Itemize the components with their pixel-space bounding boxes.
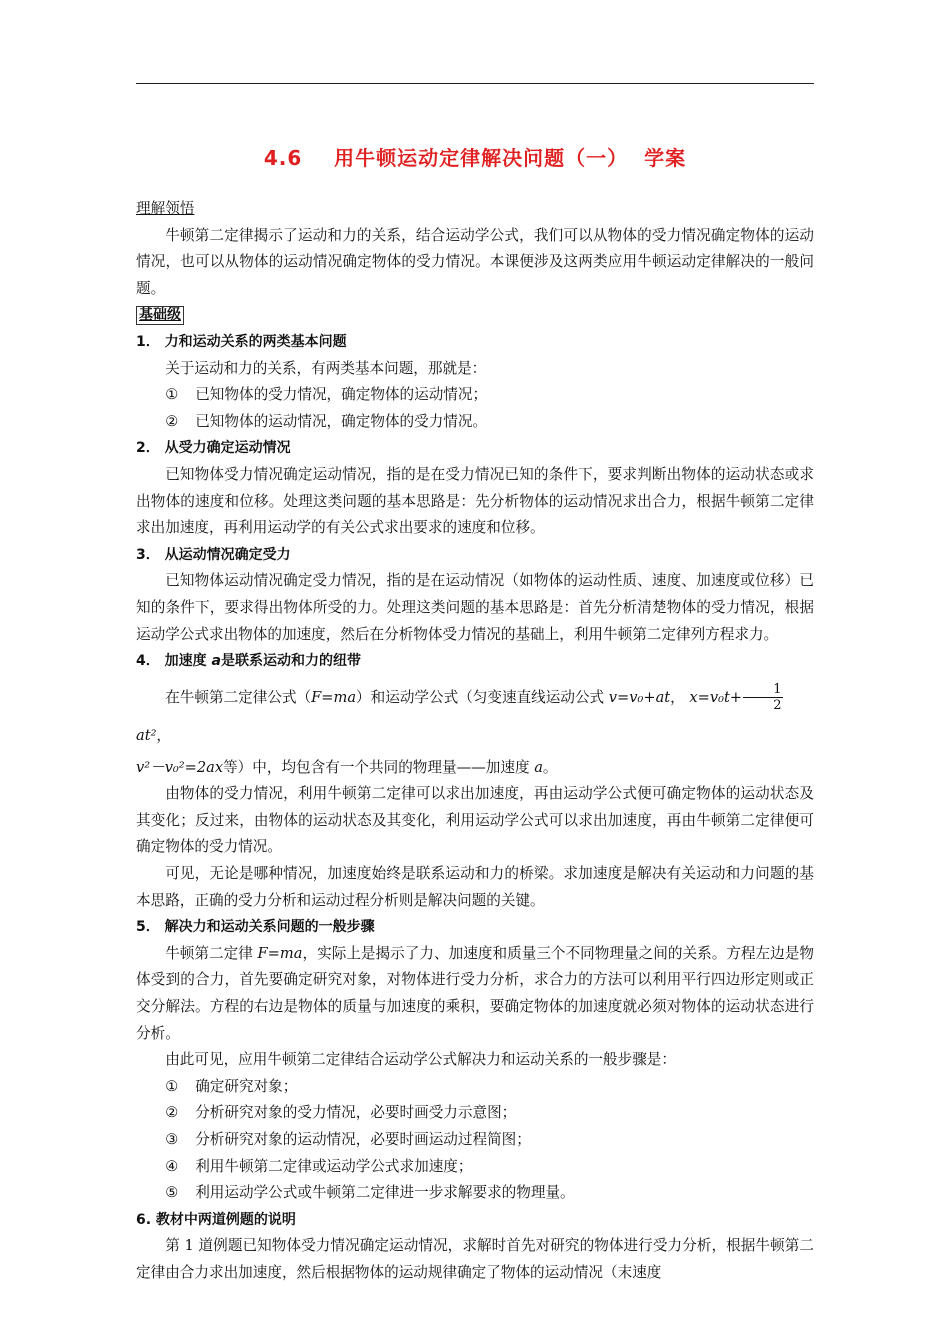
section-1-item-1 [136, 382, 814, 409]
section-4-paragraph-2: 由物体的受力情况，利用牛顿第二定律可以求出加速度，再由运动学公式便可确定物体的运动状态及其变化；反过来，由物体的运动状态及其变化，利用运动学公式可以求出加速度，再由牛顿第二定律便可确定物体的受力情况。 [136, 785, 814, 856]
step-item [136, 1100, 814, 1127]
text-run: ， [156, 726, 172, 744]
section-4-paragraph-3: 可见，无论是哪种情况，加速度始终是联系运动和力的桥梁。求加速度是解决有关运动和力问题的基本思路，正确的受力分析和运动过程分析则是解决问题的关键。 [136, 865, 814, 909]
label-understanding: 理解领悟 [136, 200, 195, 217]
section-3-paragraph: 已知物体运动情况确定受力情况，指的是在运动情况（如物体的运动性质、速度、加速度或位移）已知的条件下，要求得出物体所受的力。处理这类问题的基本思路是：首先分析清楚物体的受力情况，根据运动学公式求出物体的加速度，然后在分析物体受力情况的基础上，利用牛顿第二定律列方程求力。 [136, 572, 814, 643]
heading-text: 4． 加速度 [136, 653, 212, 670]
section-4-formula-paragraph [136, 679, 814, 755]
text-run: 牛顿第二定律 [165, 944, 258, 962]
section-4-heading [136, 648, 814, 675]
section-5-paragraph-2: 由此可见，应用牛顿第二定律结合运动学公式解决力和运动关系的一般步骤是： [165, 1051, 676, 1069]
section-6-heading: 6. 教材中两道例题的说明 [136, 1211, 296, 1228]
heading-variable: a [211, 653, 221, 670]
step-number: ① [165, 1077, 179, 1095]
step-text: 确定研究对象； [195, 1077, 298, 1095]
variable-a: a [534, 758, 543, 776]
section-label [136, 196, 814, 223]
item-text: 已知物体的受力情况，确定物体的运动情况； [195, 386, 488, 404]
page-title: 4.6 用牛顿运动定律解决问题（一） 学案 [263, 146, 687, 170]
section-2-paragraph: 已知物体受力情况确定运动情况，指的是在受力情况已知的条件下，要求判断出物体的运动状态或求出物体的速度和位移。处理这类问题的基本思路是：先分析物体的运动情况求出合力，根据牛顿第二定律求出加速度，再利用运动学的有关公式求出要求的速度和位移。 [136, 465, 814, 537]
fraction-denominator: 2 [773, 698, 782, 714]
step-number: ③ [165, 1131, 179, 1148]
section-1-paragraph: 关于运动和力的关系，有两类基本问题，那就是： [165, 359, 487, 377]
section-3-heading: 3． 从运动情况确定受力 [136, 546, 291, 563]
section-5-heading: 5． 解决力和运动关系问题的一般步骤 [136, 919, 375, 936]
item-text: 已知物体的运动情况，确定物体的受力情况。 [195, 412, 488, 430]
text-run: ，实际上是揭示了力、加速度和质量三个不同物理量之间的关系。方程左边是物体受到的合力，首先要确定研究对象，对物体进行受力分析，求合力的方法可以利用平行四边形定则或正交分解法。方程的右边是物体的质量与加速度的乘积，要确定物体的加速度就必须对物体的运动状态进行分析。 [136, 944, 814, 1042]
step-text: 利用牛顿第二定律或运动学公式求加速度； [195, 1157, 473, 1175]
fraction-one-half [743, 682, 782, 713]
document-body [136, 196, 814, 1287]
text-run: 在牛顿第二定律公式（ [165, 688, 312, 706]
section-2-heading: 2． 从受力确定运动情况 [136, 440, 291, 457]
formula-velocity: v=v₀+at [608, 688, 671, 706]
fraction-numerator: 1 [743, 682, 782, 698]
step-number: ④ [165, 1157, 179, 1175]
header-rule [136, 83, 814, 84]
formula-velocity-squared: v²－v₀²=2ax [136, 758, 224, 776]
formula-newton: F=ma [257, 944, 303, 962]
step-text: 分析研究对象的运动情况，必要时画运动过程简图； [195, 1131, 531, 1148]
section-5-paragraph-1 [136, 941, 814, 1047]
formula-displacement: x=v₀t+ [689, 688, 743, 706]
text-run: 等）中，均包含有一个共同的物理量——加速度 [223, 758, 535, 776]
step-item [136, 1154, 814, 1181]
step-number: ⑤ [165, 1184, 179, 1202]
section-1-item-2 [136, 409, 814, 436]
intro-paragraph: 牛顿第二定律揭示了运动和力的关系，结合运动学公式，我们可以从物体的受力情况确定物体的运动情况，也可以从物体的运动情况确定物体的受力情况。本课便涉及这两类应用牛顿运动定律解决的一般问题。 [136, 226, 814, 297]
heading-text: 是联系运动和力的纽带 [220, 653, 361, 670]
section-6-paragraph: 第 1 道例题已知物体受力情况确定运动情况，求解时首先对研究的物体进行受力分析，根据牛顿第二定律由合力求出加速度，然后根据物体的运动规律确定了物体的运动情况（末速度 [136, 1237, 814, 1281]
section-1-heading: 1． 力和运动关系的两类基本问题 [136, 333, 347, 350]
step-text: 分析研究对象的受力情况，必要时画受力示意图； [195, 1104, 517, 1122]
text-run: ， [670, 688, 690, 706]
text-run: 。 [542, 758, 558, 776]
step-number: ② [165, 1104, 179, 1122]
step-item [136, 1180, 814, 1207]
step-text: 利用运动学公式或牛顿第二定律进一步求解要求的物理量。 [195, 1184, 575, 1202]
formula-displacement-tail: at² [136, 726, 157, 744]
step-item [136, 1127, 814, 1154]
level-label: 基础级 [136, 306, 184, 325]
item-number: ① [165, 386, 179, 404]
formula-newton: F=ma [311, 688, 357, 706]
text-run: ）和运动学公式（匀变速直线运动公式 [356, 688, 609, 706]
section-4-formula-continuation [136, 755, 814, 782]
level-label-row [136, 302, 814, 329]
item-number: ② [165, 412, 179, 430]
step-item [136, 1074, 814, 1101]
